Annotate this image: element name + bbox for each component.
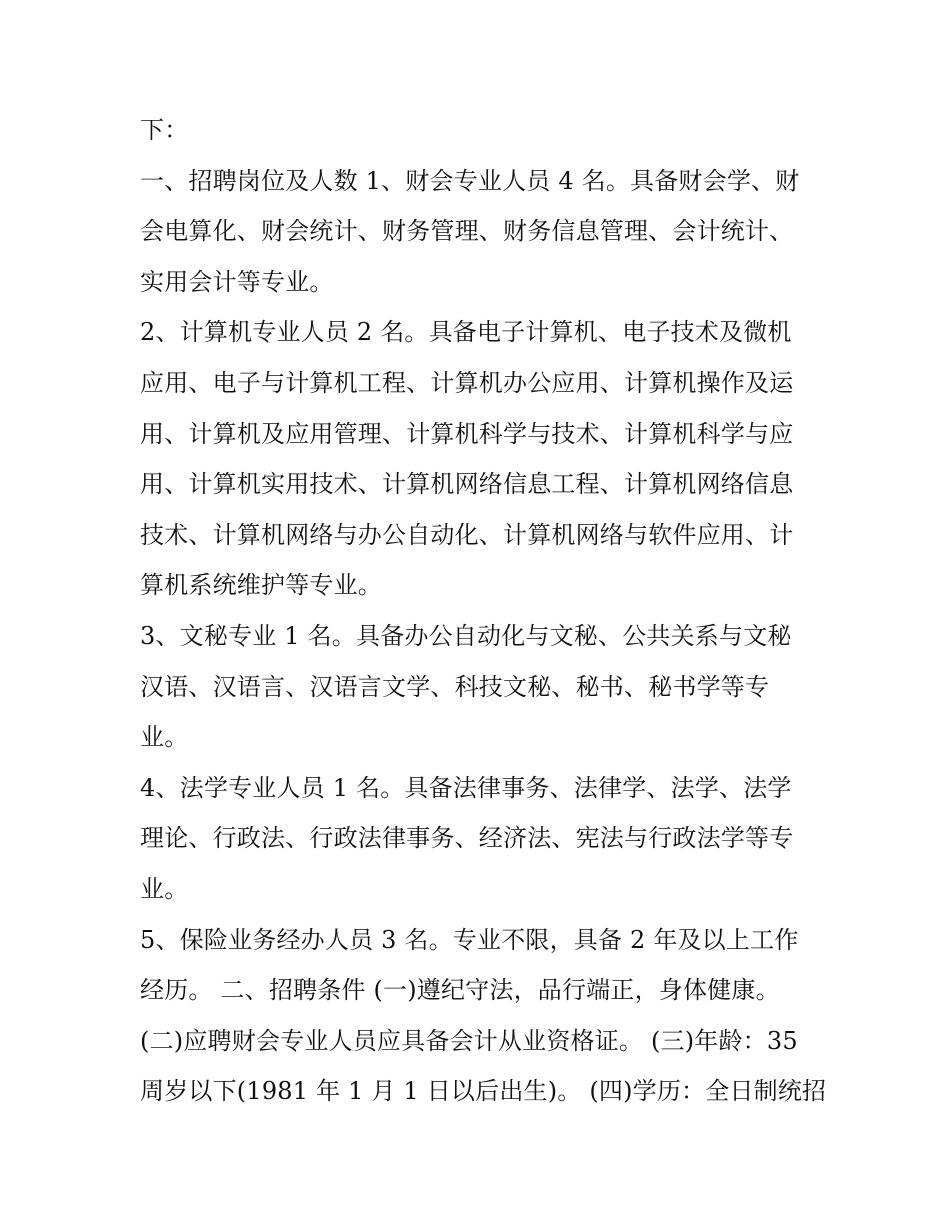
text-line: 汉语、汉语言、汉语言文学、科技文秘、秘书、秘书学等专 <box>140 672 770 701</box>
text-line: 用、计算机及应用管理、计算机科学与技术、计算机科学与应 <box>140 419 794 448</box>
text-line: 理论、行政法、行政法律事务、经济法、宪法与行政法学等专 <box>140 824 794 853</box>
text-line: 用、计算机实用技术、计算机网络信息工程、计算机网络信息 <box>140 470 794 499</box>
text-line: 2、计算机专业人员 2 名。具备电子计算机、电子技术及微机 <box>140 318 792 347</box>
text-line: 算机系统维护等专业。 <box>140 571 382 600</box>
text-line: 技术、计算机网络与办公自动化、计算机网络与软件应用、计 <box>140 520 794 549</box>
text-line: 一、招聘岗位及人数 1、财会专业人员 4 名。具备财会学、财 <box>140 166 800 195</box>
text-line: 5、保险业务经办人员 3 名。专业不限，具备 2 年及以上工作 <box>140 925 799 954</box>
document-body <box>140 105 830 1117</box>
text-line: 会电算化、财会统计、财务管理、财务信息管理、会计统计、 <box>140 217 794 246</box>
text-line: 业。 <box>140 874 189 903</box>
text-line: 应用、电子与计算机工程、计算机办公应用、计算机操作及运 <box>140 368 794 397</box>
text-line: 经历。 二、招聘条件 (一)遵纪守法，品行端正，身体健康。 <box>140 976 780 1005</box>
text-line: 4、法学专业人员 1 名。具备法律事务、法律学、法学、法学 <box>140 773 792 802</box>
text-line: 下： <box>140 116 189 144</box>
text-line: 实用会计等专业。 <box>140 267 334 296</box>
text-line: 3、文秘专业 1 名。具备办公自动化与文秘、公共关系与文秘 <box>140 621 792 650</box>
text-line: 业。 <box>140 723 189 752</box>
text-line: 周岁以下(1981 年 1 月 1 日以后出生)。 (四)学历：全日制统招 <box>140 1077 827 1106</box>
text-line: (二)应聘财会专业人员应具备会计从业资格证。 (三)年龄：35 <box>140 1026 798 1055</box>
